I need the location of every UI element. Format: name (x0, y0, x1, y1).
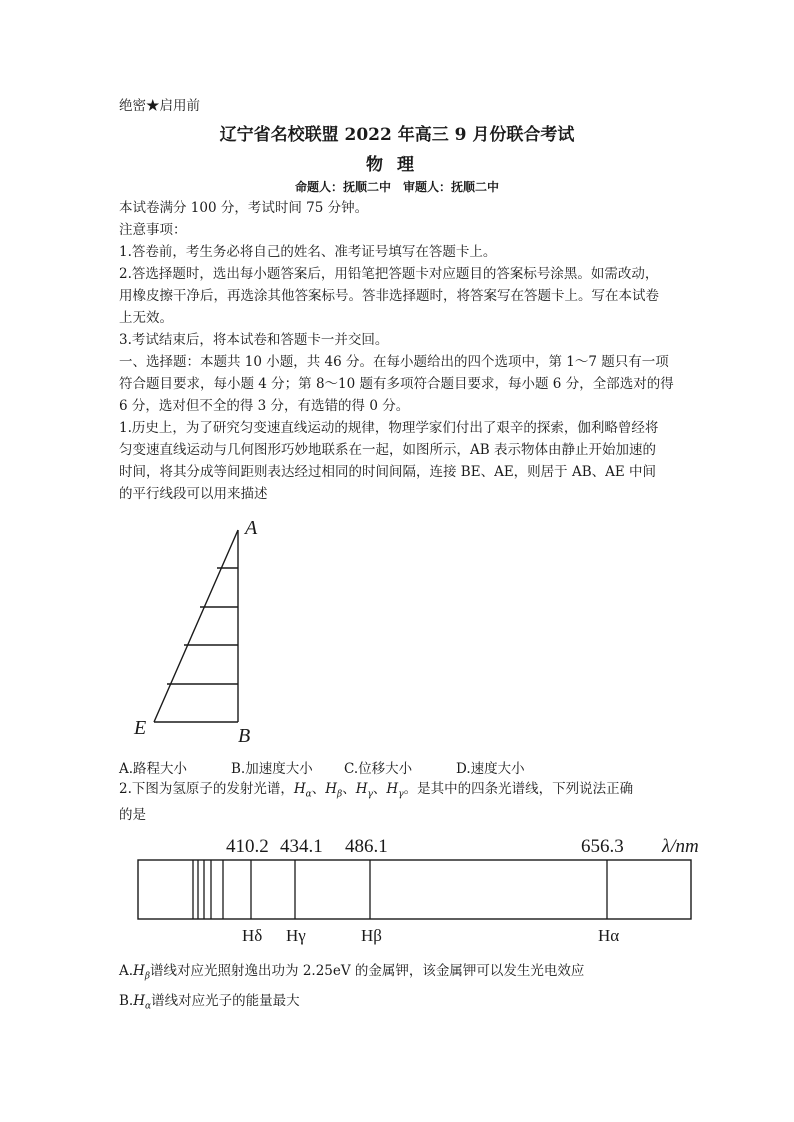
unit-label: λ/nm (662, 836, 699, 857)
h-symbol: H (293, 781, 306, 797)
option-text: 谱线对应光照射逸出功为 2.25eV 的金属钾，该金属钾可以发生光电效应 (150, 963, 585, 979)
instructions-line: 本试卷满分 100 分，考试时间 75 分钟。 (119, 200, 369, 216)
q2-stem-end: 。是其中的四条光谱线，下列说法正确 (403, 781, 634, 797)
q2-spectrum-figure (130, 828, 720, 950)
q2-stem-start: 2.下图为氢原子的发射光谱， (119, 781, 294, 797)
option-text: 谱线对应光子的能量最大 (151, 993, 300, 1009)
q1-stem-line: 1.历史上，为了研究匀变速直线运动的规律，物理学家们付出了艰辛的探索，伽利略曾经将 (119, 420, 659, 436)
h-subscript: α (145, 1001, 152, 1012)
exam-title: 辽宁省名校联盟 2022 年高三 9 月份联合考试 (219, 125, 575, 145)
wavelength-label: 656.3 (581, 836, 624, 857)
instructions-line: 2.答选择题时，选出每小题答案后，用铅笔把答题卡对应题目的答案标号涂黑。如需改动， (119, 266, 659, 282)
h-symbol: H (133, 963, 145, 979)
section-intro-line: 一、选择题：本题共 10 小题，共 46 分。在每小题给出的四个选项中，第 1～7 题只有一项 (119, 354, 669, 370)
h-symbol: H (325, 781, 338, 797)
separator: 、 (342, 781, 356, 797)
h-symbol: H (355, 781, 368, 797)
q1-triangle-figure (120, 510, 280, 750)
h-subscript: γ (398, 789, 404, 800)
line-label-h-beta: Hβ (361, 926, 382, 945)
h-symbol: H (386, 781, 399, 797)
authors-line: 命题人：抚顺二中 审题人：抚顺二中 (294, 180, 499, 194)
spectrum-box (138, 860, 691, 919)
wavelength-label: 410.2 (226, 836, 269, 857)
q2-stem-line: 的是 (119, 807, 146, 823)
q1-option-d: D.速度大小 (456, 761, 525, 777)
section-intro-line: 符合题目要求，每小题 4 分；第 8～10 题有多项符合题目要求，每小题 6 分，全部选对的得 (119, 376, 674, 392)
separator: 、 (311, 781, 326, 797)
label-b: B (238, 725, 251, 747)
q1-option-c: C.位移大小 (344, 761, 413, 777)
label-a: A (245, 517, 258, 539)
section-intro-line: 6 分，选对但不全的得 3 分，有选错的得 0 分。 (119, 398, 410, 414)
q1-option-b: B.加速度大小 (231, 761, 313, 777)
h-symbol: H (133, 993, 145, 1009)
option-prefix: B. (119, 993, 134, 1009)
h-subscript: β (144, 971, 151, 982)
wavelength-label: 434.1 (280, 836, 323, 857)
line-ae (154, 530, 238, 722)
separator: 、 (372, 781, 387, 797)
instructions-line: 上无效。 (119, 310, 173, 326)
wavelength-label: 486.1 (345, 836, 388, 857)
option-prefix: A. (119, 963, 134, 979)
q2-option-b (119, 992, 300, 1016)
q1-option-a: A.路程大小 (119, 761, 188, 777)
secret-label: 绝密★启用前 (119, 98, 200, 114)
line-label-h-alpha: Hα (598, 926, 620, 945)
instructions-line: 用橡皮擦干净后，再选涂其他答案标号。答非选择题时，将答案写在答题卡上。写在本试卷 (119, 288, 659, 304)
line-label-h-delta: Hδ (242, 926, 263, 945)
q2-stem-line (119, 780, 633, 804)
line-label-h-gamma: Hγ (286, 926, 306, 945)
instructions-line: 1.答卷前，考生务必将自己的姓名、准考证号填写在答题卡上。 (119, 244, 497, 260)
instructions-line: 3.考试结束后，将本试卷和答题卡一并交回。 (119, 332, 389, 348)
q1-stem-line: 时间，将其分成等间距则表达经过相同的时间间隔，连接 BE、AE，则居于 AB、AE 中间 (119, 464, 657, 480)
h-subscript: β (337, 789, 343, 800)
h-subscript: α (305, 789, 312, 800)
label-e: E (134, 717, 147, 739)
instructions-line: 注意事项： (119, 222, 187, 238)
subject-title: 物理 (366, 155, 428, 175)
q2-option-a (119, 962, 584, 986)
h-subscript: γ (367, 789, 373, 800)
q1-stem-line: 匀变速直线运动与几何图形巧妙地联系在一起，如图所示，AB 表示物体由静止开始加速的 (119, 442, 656, 458)
q1-stem-line: 的平行线段可以用来描述 (119, 486, 268, 502)
